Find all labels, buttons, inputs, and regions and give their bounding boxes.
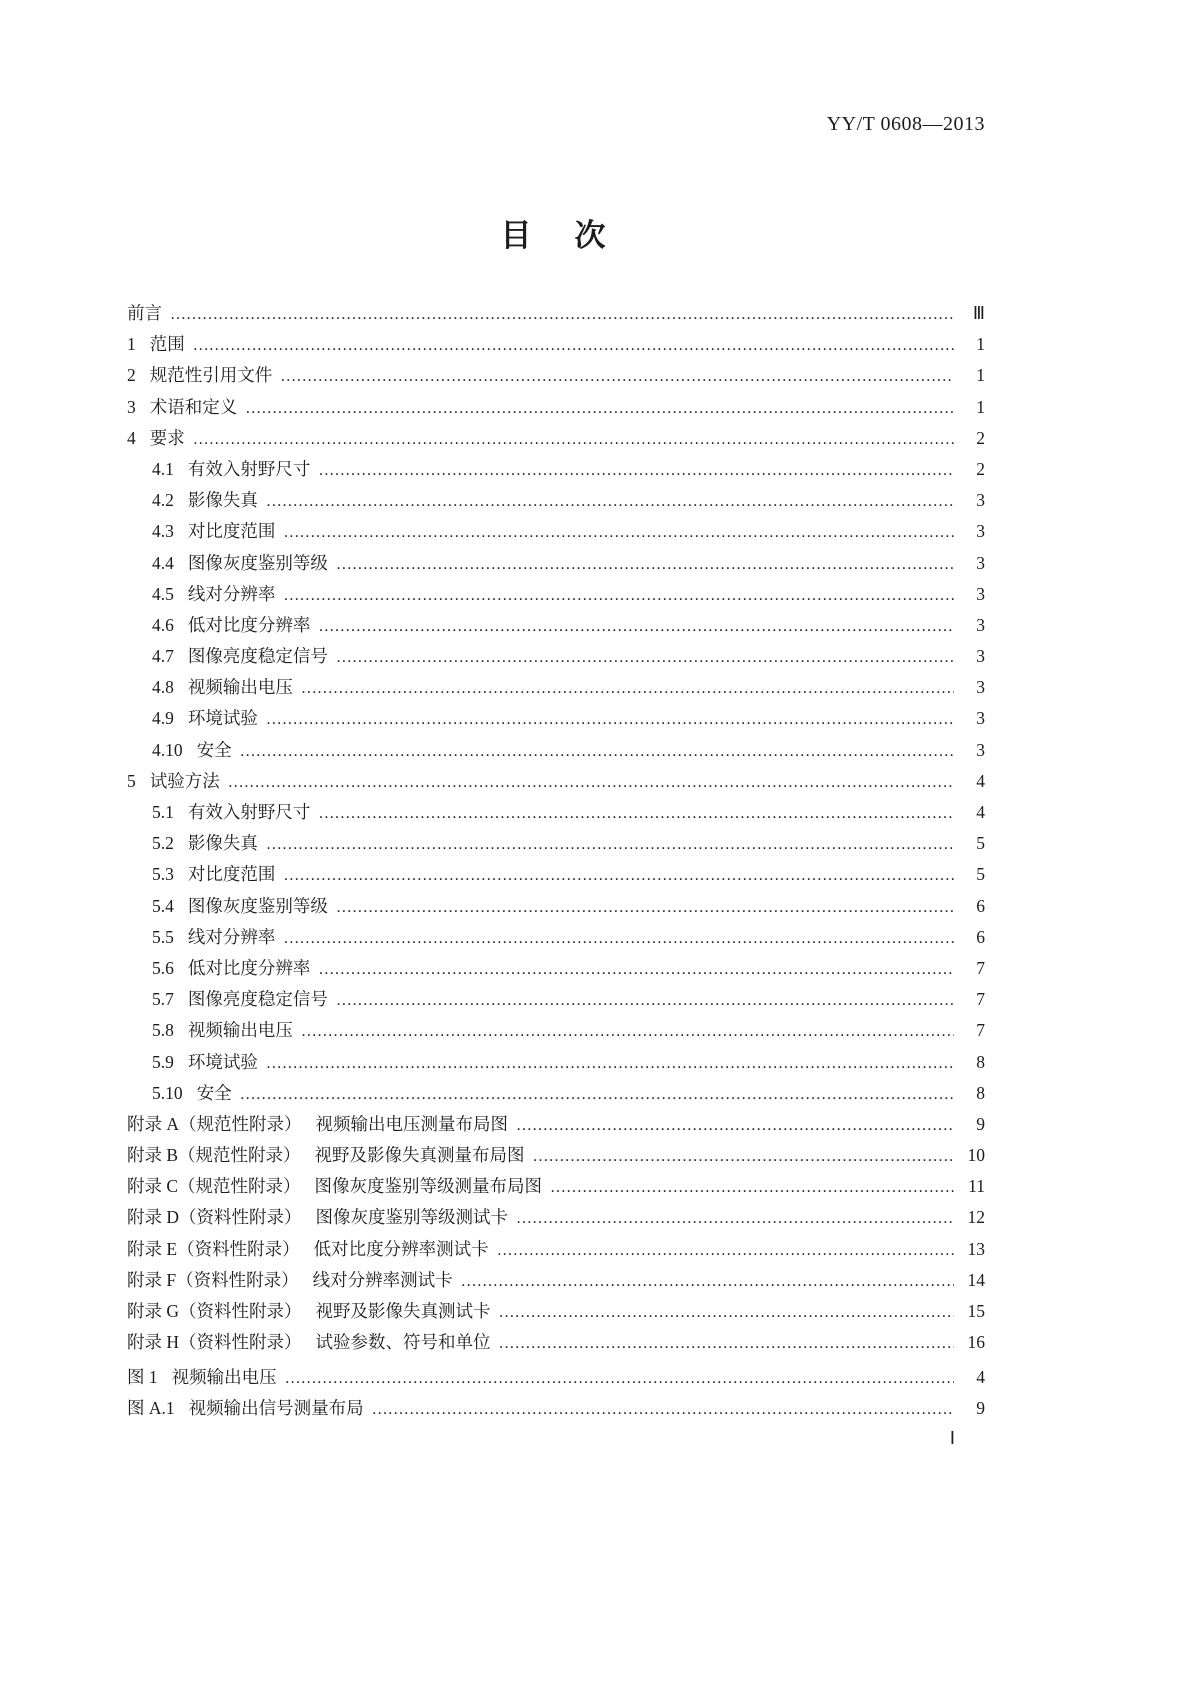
toc-num: 4.7 bbox=[152, 646, 174, 667]
toc-dots bbox=[336, 549, 954, 580]
toc-num: 4 bbox=[127, 427, 136, 448]
toc-dots bbox=[372, 1394, 954, 1425]
toc-entry bbox=[127, 735, 985, 766]
toc-dots bbox=[336, 892, 954, 923]
toc-page-number: 3 bbox=[976, 739, 985, 760]
toc-dots bbox=[301, 1016, 954, 1047]
toc-label: 线对分辨率 bbox=[187, 583, 276, 604]
toc-page-number: Ⅲ bbox=[972, 303, 985, 323]
toc-page-number: 9 bbox=[976, 1398, 985, 1419]
toc-page-number: 6 bbox=[976, 895, 985, 916]
toc-dots bbox=[318, 798, 954, 829]
toc-entry bbox=[127, 1327, 985, 1358]
toc-entry bbox=[127, 922, 985, 953]
toc-page-number: 4 bbox=[976, 770, 985, 791]
toc-page-number: 8 bbox=[976, 1082, 985, 1103]
toc-label: 低对比度分辨率 bbox=[187, 614, 311, 635]
toc-label: 对比度范围 bbox=[187, 864, 276, 885]
toc-label: 试验参数、符号和单位 bbox=[315, 1332, 491, 1353]
figure-list bbox=[127, 1362, 985, 1424]
toc-list bbox=[127, 298, 985, 1358]
toc-num: 5.6 bbox=[152, 957, 174, 978]
toc-dots bbox=[336, 985, 954, 1016]
toc-dots bbox=[516, 1203, 954, 1234]
toc-page-number: 15 bbox=[967, 1301, 985, 1321]
toc-num: 5.5 bbox=[152, 926, 174, 947]
toc-dots bbox=[266, 829, 954, 860]
toc-entry bbox=[127, 392, 985, 423]
toc-entry bbox=[127, 610, 985, 641]
toc-page-number: 7 bbox=[976, 957, 985, 978]
toc-label: 要求 bbox=[149, 427, 185, 448]
toc-page-number: 9 bbox=[976, 1113, 985, 1134]
toc-num: 5.8 bbox=[152, 1020, 174, 1041]
toc-entry bbox=[127, 1202, 985, 1233]
toc-page-number: 2 bbox=[976, 458, 985, 479]
toc-num: 附录 C（规范性附录） bbox=[127, 1176, 301, 1197]
toc-num: 4.4 bbox=[152, 552, 174, 573]
toc-entry bbox=[127, 1393, 985, 1424]
toc-label: 视频输出电压测量布局图 bbox=[315, 1113, 509, 1134]
toc-dots bbox=[283, 860, 954, 891]
toc-num: 4.1 bbox=[152, 458, 174, 479]
toc-entry bbox=[127, 485, 985, 516]
toc-page-number: 3 bbox=[976, 490, 985, 511]
toc-entry bbox=[127, 1171, 985, 1202]
toc-num: 4.3 bbox=[152, 521, 174, 542]
toc-num: 5.9 bbox=[152, 1051, 174, 1072]
toc-num: 5 bbox=[127, 770, 136, 791]
toc-label: 线对分辨率 bbox=[187, 926, 276, 947]
toc-entry bbox=[127, 360, 985, 391]
toc-entry bbox=[127, 454, 985, 485]
toc-entry bbox=[127, 953, 985, 984]
toc-num: 附录 B（规范性附录） bbox=[127, 1145, 301, 1166]
toc-dots bbox=[550, 1172, 954, 1203]
toc-num: 附录 F（资料性附录） bbox=[127, 1269, 299, 1290]
toc-dots bbox=[240, 736, 954, 767]
toc-dots bbox=[499, 1328, 954, 1359]
toc-dots bbox=[497, 1235, 954, 1266]
toc-num: 5.7 bbox=[152, 989, 174, 1010]
toc-label: 对比度范围 bbox=[187, 521, 276, 542]
toc-entry bbox=[127, 703, 985, 734]
toc-label: 有效入射野尺寸 bbox=[187, 458, 311, 479]
toc-entry bbox=[127, 1265, 985, 1296]
toc-num: 3 bbox=[127, 396, 136, 417]
toc-entry bbox=[127, 1109, 985, 1140]
toc-entry bbox=[127, 298, 985, 329]
toc-dots bbox=[461, 1266, 954, 1297]
toc-label: 有效入射野尺寸 bbox=[187, 802, 311, 822]
toc-label: 图像灰度鉴别等级 bbox=[187, 895, 328, 916]
toc-entry bbox=[127, 1015, 985, 1046]
toc-page-number: 10 bbox=[967, 1145, 985, 1166]
toc-label: 图像灰度鉴别等级测量布局图 bbox=[314, 1176, 543, 1197]
toc-label: 视频输出电压 bbox=[187, 677, 293, 698]
toc-page-number: 3 bbox=[976, 677, 985, 698]
toc-dots bbox=[170, 299, 954, 330]
toc-entry bbox=[127, 859, 985, 890]
toc-dots bbox=[245, 393, 954, 424]
toc-dots bbox=[280, 361, 954, 392]
toc-page-number: 2 bbox=[976, 427, 985, 448]
toc-label: 图像亮度稳定信号 bbox=[187, 646, 328, 667]
toc-page-number: 3 bbox=[976, 521, 985, 542]
toc-page-number: 12 bbox=[967, 1207, 985, 1228]
toc-dots bbox=[283, 923, 954, 954]
toc-label: 影像失真 bbox=[187, 490, 258, 511]
toc-label: 范围 bbox=[149, 334, 185, 355]
toc-label: 环境试验 bbox=[187, 708, 258, 729]
toc-label: 视频输出电压 bbox=[187, 1020, 293, 1041]
toc-label: 低对比度分辨率测试卡 bbox=[313, 1238, 489, 1259]
toc-page-number: 7 bbox=[976, 1020, 985, 1041]
toc-label: 视频输出信号测量布局 bbox=[188, 1398, 364, 1419]
toc-page-number: 3 bbox=[976, 708, 985, 729]
toc-label: 术语和定义 bbox=[149, 396, 238, 417]
toc-label: 规范性引用文件 bbox=[149, 365, 273, 386]
toc-num: 5.2 bbox=[152, 833, 174, 854]
toc-page-number: 13 bbox=[967, 1238, 985, 1259]
toc-page-number: 8 bbox=[976, 1051, 985, 1072]
toc-page-number: 3 bbox=[976, 614, 985, 635]
toc-page-number: 16 bbox=[967, 1332, 985, 1353]
toc-page-number: 11 bbox=[968, 1176, 985, 1197]
toc-entry bbox=[127, 423, 985, 454]
toc-entry bbox=[127, 766, 985, 797]
toc-page-number: 4 bbox=[976, 1367, 985, 1387]
toc-page-number: 1 bbox=[976, 365, 985, 386]
folio-page-number: Ⅰ bbox=[949, 1428, 955, 1448]
toc-num: 图 A.1 bbox=[127, 1398, 175, 1419]
toc-dots bbox=[283, 580, 954, 611]
toc-num: 5.10 bbox=[152, 1082, 183, 1103]
toc-label: 线对分辨率测试卡 bbox=[312, 1269, 453, 1290]
toc-num: 图 1 bbox=[127, 1367, 158, 1387]
toc-label: 低对比度分辨率 bbox=[187, 957, 311, 978]
toc-entry bbox=[127, 1140, 985, 1171]
toc-num: 附录 A（规范性附录） bbox=[127, 1113, 302, 1134]
toc-num: 4.9 bbox=[152, 708, 174, 729]
toc-entry bbox=[127, 329, 985, 360]
toc-dots bbox=[228, 767, 954, 798]
toc-entry bbox=[127, 641, 985, 672]
toc-dots bbox=[266, 704, 954, 735]
toc-dots bbox=[318, 611, 954, 642]
toc-page-number: 3 bbox=[976, 583, 985, 604]
toc-entry bbox=[127, 797, 985, 828]
toc-num: 附录 D（资料性附录） bbox=[127, 1207, 302, 1228]
toc-page-number: 3 bbox=[976, 552, 985, 573]
toc-num: 附录 G（资料性附录） bbox=[127, 1301, 302, 1321]
toc-entry bbox=[127, 548, 985, 579]
toc-page-number: 1 bbox=[976, 396, 985, 417]
doc-number: YY/T 0608—2013 bbox=[826, 113, 985, 135]
toc-dots bbox=[499, 1297, 954, 1328]
toc-label: 图像灰度鉴别等级测试卡 bbox=[315, 1207, 509, 1228]
toc-dots bbox=[516, 1110, 954, 1141]
toc-dots bbox=[193, 330, 954, 361]
toc-dots bbox=[240, 1079, 954, 1110]
toc-num: 5.1 bbox=[152, 802, 174, 822]
toc-entry bbox=[127, 1047, 985, 1078]
toc-label: 试验方法 bbox=[149, 770, 220, 791]
toc-entry bbox=[127, 1362, 985, 1393]
toc-num: 2 bbox=[127, 365, 136, 386]
toc-dots bbox=[285, 1363, 954, 1394]
toc-label: 环境试验 bbox=[187, 1051, 258, 1072]
toc-num: 附录 E（资料性附录） bbox=[127, 1238, 300, 1259]
toc-dots bbox=[318, 954, 954, 985]
toc-entry bbox=[127, 1078, 985, 1109]
toc-label: 视频输出电压 bbox=[171, 1367, 277, 1387]
toc-page-number: 5 bbox=[976, 833, 985, 854]
toc-entry bbox=[127, 516, 985, 547]
toc-entry bbox=[127, 828, 985, 859]
toc-label: 图像灰度鉴别等级 bbox=[187, 552, 328, 573]
toc-dots bbox=[193, 424, 954, 455]
toc-label: 视野及影像失真测量布局图 bbox=[314, 1145, 525, 1166]
toc-page-number: 14 bbox=[967, 1269, 985, 1290]
toc-label: 图像亮度稳定信号 bbox=[187, 989, 328, 1010]
toc-num: 4.2 bbox=[152, 490, 174, 511]
page-title: 目 次 bbox=[500, 218, 612, 253]
toc-label: 安全 bbox=[196, 739, 232, 760]
toc-dots bbox=[266, 486, 954, 517]
toc-dots bbox=[283, 517, 954, 548]
toc-label: 影像失真 bbox=[187, 833, 258, 854]
toc-num: 4.8 bbox=[152, 677, 174, 698]
toc-num: 4.10 bbox=[152, 739, 183, 760]
toc-num: 5.4 bbox=[152, 895, 174, 916]
toc-dots bbox=[533, 1141, 954, 1172]
toc-dots bbox=[336, 642, 954, 673]
toc-dots bbox=[318, 455, 954, 486]
toc-num: 5.3 bbox=[152, 864, 174, 885]
toc-label: 视野及影像失真测试卡 bbox=[315, 1301, 491, 1321]
toc-page-number: 6 bbox=[976, 926, 985, 947]
toc-entry bbox=[127, 1296, 985, 1327]
toc-page-number: 5 bbox=[976, 864, 985, 885]
toc-num: 4.5 bbox=[152, 583, 174, 604]
toc-dots bbox=[301, 673, 954, 704]
toc-label: 前言 bbox=[127, 303, 162, 323]
toc-entry bbox=[127, 672, 985, 703]
toc-entry bbox=[127, 579, 985, 610]
toc-label: 安全 bbox=[196, 1082, 232, 1103]
toc-num: 4.6 bbox=[152, 614, 174, 635]
toc-dots bbox=[266, 1048, 954, 1079]
toc-page-number: 4 bbox=[976, 802, 985, 822]
toc-num: 1 bbox=[127, 334, 136, 355]
toc-page-number: 1 bbox=[976, 334, 985, 355]
toc-entry bbox=[127, 984, 985, 1015]
toc-page-number: 3 bbox=[976, 646, 985, 667]
toc-entry bbox=[127, 891, 985, 922]
toc-page-number: 7 bbox=[976, 989, 985, 1010]
toc-entry bbox=[127, 1234, 985, 1265]
toc-num: 附录 H（资料性附录） bbox=[127, 1332, 302, 1353]
